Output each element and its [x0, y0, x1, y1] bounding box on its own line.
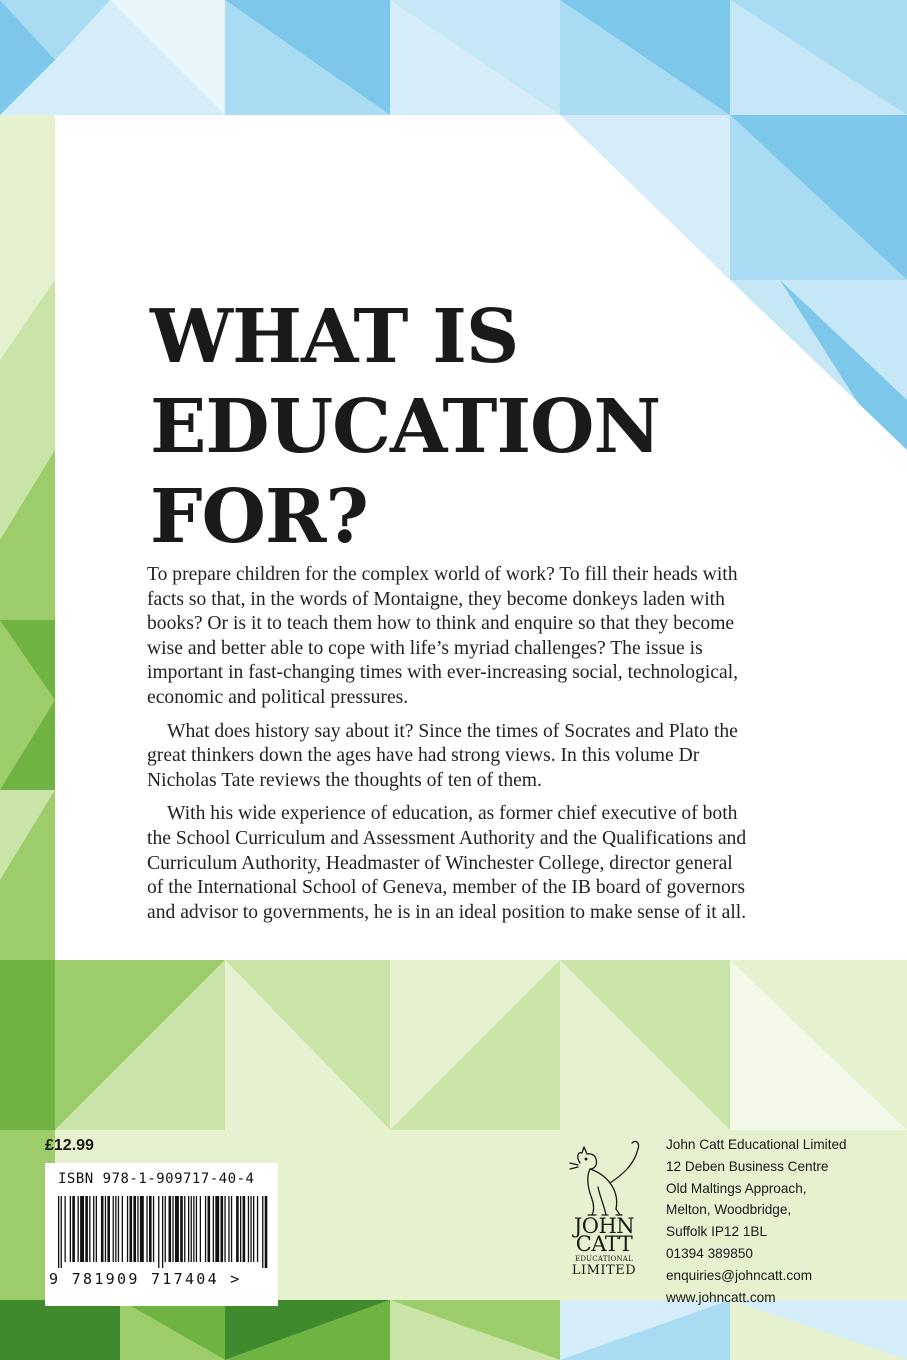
blurb-text: [147, 563, 747, 934]
barcode-number: 9 781909 717404 >: [49, 1270, 242, 1288]
barcode-bar: [65, 1196, 66, 1262]
logo-line: CATT: [575, 1232, 633, 1256]
title-line: WHAT IS: [150, 294, 519, 380]
barcode-bar: [191, 1196, 192, 1262]
barcode-bar: [72, 1196, 75, 1262]
barcode-bar: [105, 1196, 106, 1262]
barcode-bar: [184, 1196, 185, 1262]
barcode-bar: [101, 1196, 104, 1262]
barcode-bar: [180, 1196, 183, 1262]
address-line: 01394 389850: [666, 1245, 753, 1261]
barcode-bar: [236, 1196, 239, 1262]
book-title: [150, 292, 710, 562]
address-line: Old Maltings Approach,: [666, 1180, 807, 1196]
barcode-bar: [93, 1196, 94, 1262]
logo-line: EDUCATIONAL: [575, 1255, 633, 1263]
barcode-bar: [208, 1196, 211, 1262]
barcode-bar: [248, 1196, 249, 1262]
barcode-bar: [96, 1196, 97, 1262]
barcode-bar: [240, 1196, 241, 1262]
barcode-bar: [193, 1196, 194, 1262]
barcode: [58, 1196, 270, 1268]
address-line: John Catt Educational Limited: [666, 1137, 847, 1152]
isbn-label: ISBN 978-1-909717-40-4: [58, 1171, 255, 1187]
isbn-barcode-panel: [45, 1163, 278, 1306]
barcode-bar: [85, 1196, 88, 1262]
barcode-bar: [231, 1196, 232, 1262]
barcode-bar: [262, 1196, 263, 1268]
logo-wordmark: [560, 1214, 648, 1278]
barcode-bar: [140, 1196, 144, 1262]
logo-line: JOHN: [573, 1214, 635, 1238]
barcode-bar: [130, 1196, 133, 1262]
blurb-paragraph: What does history say about it? Since the times of Socrates and Plato the great thinkers down the ages have had strong views. In this volume Dr Nicholas Tate reviews the thoughts of ten of them.: [147, 720, 738, 791]
blurb-paragraph: With his wide experience of education, as former chief executive of both the School Curriculum and Assessment Authority and the Qualifications and Curriculum Authority, Headmaster of Winchester College, director general of the International School of Geneva, member of the IB board of governors and advisor to governments, he is in an ideal position to make sense of it all.: [147, 803, 747, 923]
barcode-bar: [118, 1196, 119, 1262]
barcode-bar: [172, 1196, 173, 1262]
barcode-bar: [58, 1196, 59, 1268]
price-label: £12.99: [45, 1137, 94, 1154]
address-line: 12 Deben Business Centre: [666, 1158, 829, 1174]
barcode-bar: [165, 1196, 166, 1262]
barcode-bar: [107, 1196, 110, 1262]
barcode-bar: [137, 1196, 138, 1262]
barcode-bar: [243, 1196, 246, 1262]
barcode-bar: [149, 1196, 152, 1262]
barcode-bar: [89, 1196, 90, 1262]
blurb-paragraph: To prepare children for the complex world of work? To fill their heads with facts so that, in the words of Montaigne, they become donkeys laden with books? Or is it to teach them how to think and enquire so that they become wise and better able to cope with life’s myriad challenges? The issue is important in fast-changing times with ever-increasing social, technological, economic and political pressures.: [147, 564, 739, 708]
barcode-bar: [205, 1196, 206, 1262]
barcode-bar: [158, 1196, 159, 1268]
barcode-bar: [228, 1196, 229, 1262]
barcode-bar: [78, 1196, 79, 1262]
cat-icon: [566, 1135, 646, 1217]
barcode-bar: [200, 1196, 201, 1262]
barcode-bar: [196, 1196, 197, 1262]
barcode-bar: [224, 1196, 225, 1262]
barcode-bar: [80, 1196, 84, 1262]
barcode-bar: [61, 1196, 62, 1268]
email-link[interactable]: enquiries@johncatt.com: [666, 1267, 813, 1283]
barcode-bar: [175, 1196, 179, 1262]
publisher-address: [666, 1134, 847, 1308]
barcode-bar: [127, 1196, 128, 1262]
barcode-bar: [162, 1196, 163, 1268]
website-link[interactable]: www.johncatt.com: [666, 1289, 776, 1305]
barcode-bar: [221, 1196, 224, 1262]
barcode-bar: [153, 1196, 154, 1262]
barcode-bar: [122, 1196, 123, 1262]
barcode-bar: [146, 1196, 147, 1262]
barcode-bar: [213, 1196, 214, 1262]
barcode-bar: [188, 1196, 189, 1262]
address-line: Melton, Woodbridge,: [666, 1202, 792, 1218]
barcode-bar: [169, 1196, 172, 1262]
title-line: FOR?: [150, 474, 368, 560]
publisher-logo: [560, 1135, 650, 1295]
barcode-bar: [70, 1196, 71, 1262]
barcode-bar: [115, 1196, 116, 1262]
barcode-bar: [265, 1196, 268, 1268]
barcode-bar: [257, 1196, 258, 1262]
barcode-bar: [133, 1196, 136, 1262]
barcode-bar: [113, 1196, 114, 1262]
title-line: EDUCATION: [150, 384, 661, 470]
barcode-bar: [253, 1196, 254, 1262]
barcode-bar: [250, 1196, 251, 1262]
logo-line: LIMITED: [571, 1263, 637, 1278]
barcode-bar: [215, 1196, 219, 1262]
address-line: Suffolk IP12 1BL: [666, 1224, 768, 1240]
